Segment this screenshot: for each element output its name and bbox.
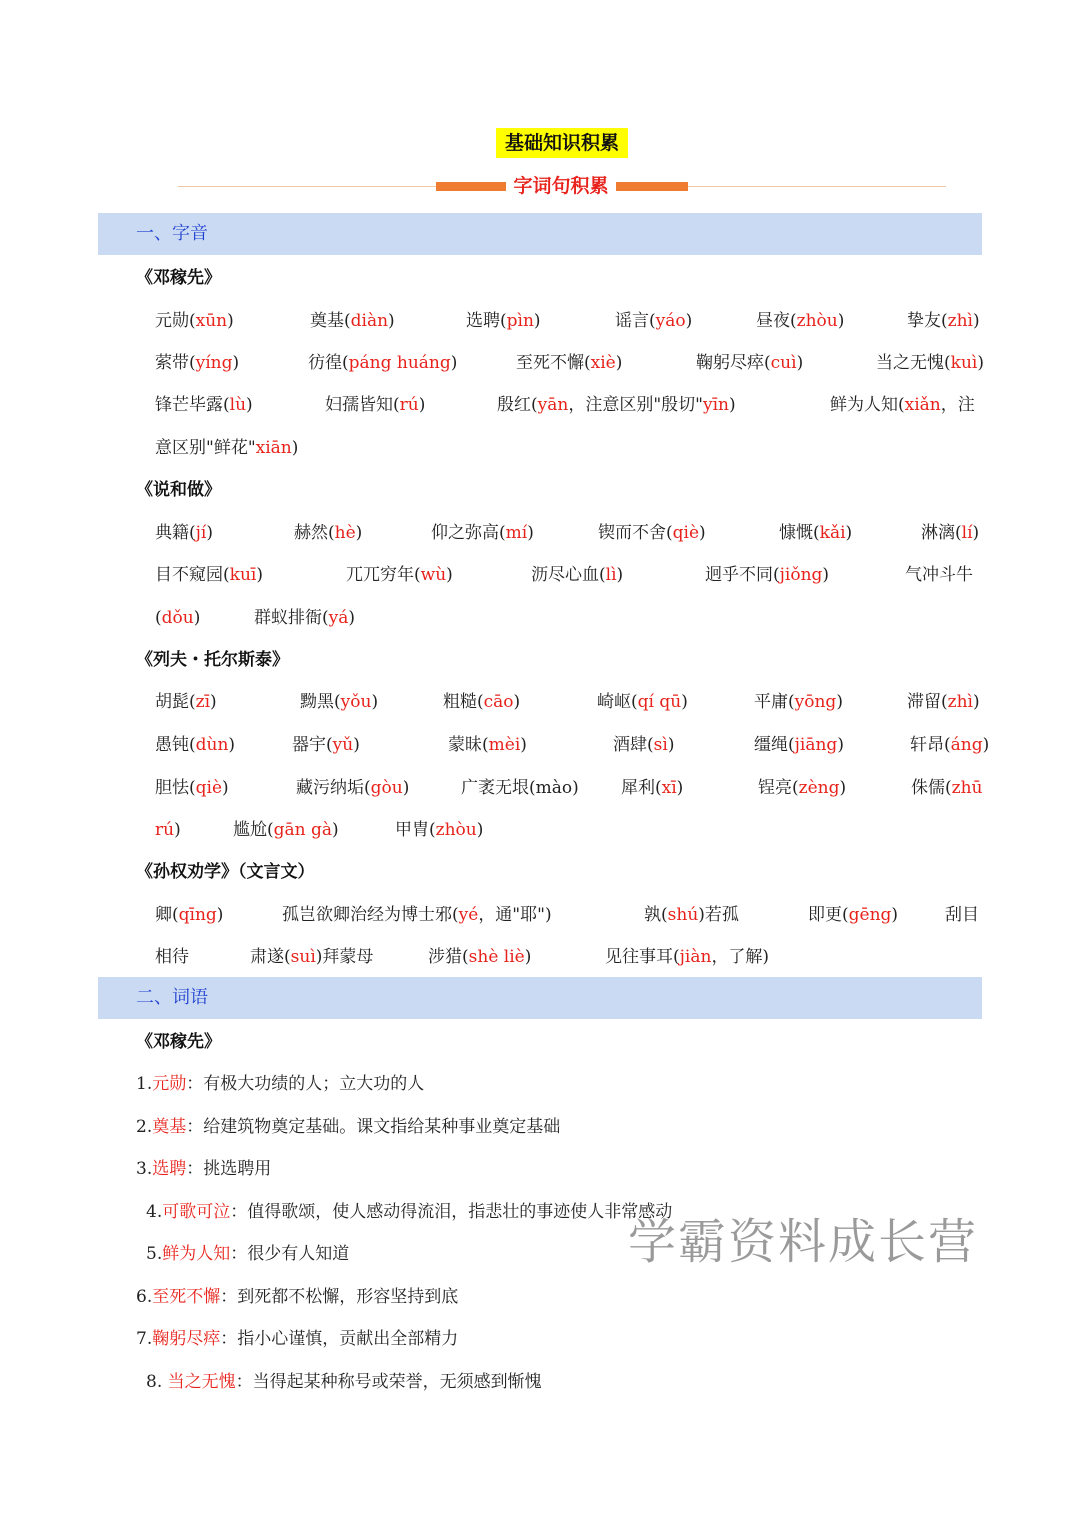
bracket: ): [667, 735, 675, 755]
word-item: [155, 563, 263, 587]
pinyin: gòu: [370, 778, 403, 798]
word: 仰之弥高(: [431, 523, 506, 543]
word: 彷徨(: [308, 353, 349, 373]
word: 犀利(: [621, 778, 662, 798]
vocab-definition: ：当得起某种称号或荣誉，无须感到惭愧: [235, 1371, 542, 1392]
word: 涉猎(: [428, 947, 469, 967]
vocab-term: 至死不懈: [152, 1286, 221, 1307]
section-label: 二、词语: [136, 987, 208, 1008]
pinyin: qiè: [195, 778, 223, 798]
vocab-item: [136, 1115, 560, 1139]
word: 目不窥园(: [155, 565, 230, 585]
word-item-xian: [830, 393, 975, 417]
bracket: ): [836, 692, 843, 712]
word: 即更(: [808, 905, 849, 925]
word: 孤岂欲卿治经为博士邪(: [282, 905, 459, 925]
pinyin: cāo: [483, 692, 514, 712]
word-item: [395, 818, 483, 842]
word-item: [346, 563, 453, 587]
pinyin: xiān: [255, 438, 292, 458]
bracket: ): [972, 692, 980, 712]
note: ，注意区别"殷切": [568, 395, 703, 415]
word: 锋芒毕露(: [155, 395, 230, 415]
bracket: ): [174, 820, 181, 840]
page-title: 基础知识积累: [496, 128, 628, 158]
pinyin: pìn: [506, 311, 534, 331]
word-item-zhuru-continued: [155, 818, 181, 842]
word-item: [155, 733, 235, 757]
word: 选聘(: [466, 311, 507, 331]
word-item: [443, 690, 520, 714]
word: 群蚁排衙(: [254, 608, 329, 628]
word: 典籍(: [155, 523, 196, 543]
vocab-number: 2.: [136, 1116, 153, 1137]
vocab-term: 鞠躬尽瘁: [152, 1329, 221, 1349]
word-item: [705, 563, 829, 587]
bracket: ): [699, 523, 706, 543]
pinyin: gān gà: [273, 820, 333, 840]
word: 兀兀穷年(: [346, 565, 421, 585]
word: 鞠躬尽瘁(: [696, 353, 771, 373]
pinyin: yǔ: [332, 735, 354, 755]
pinyin: jí: [195, 523, 207, 543]
pinyin: wù: [420, 565, 447, 585]
vocab-term: 当之无愧: [167, 1371, 236, 1392]
word: 慷慨(: [779, 523, 820, 543]
pinyin: sì: [653, 735, 668, 755]
word: 平庸(: [754, 692, 795, 712]
word-item-shu: [644, 903, 739, 927]
pinyin: rú: [155, 820, 175, 840]
pinyin: yōng: [794, 692, 837, 712]
word: 崎岖(: [597, 692, 638, 712]
vocab-definition: ：挑选聘用: [186, 1159, 272, 1179]
pinyin: lì: [605, 565, 617, 585]
pinyin: mí: [505, 523, 528, 543]
word-item-dou-continued: [155, 606, 200, 630]
word-item: [155, 521, 213, 545]
bracket: ): [476, 820, 484, 840]
book-title-dengjiaxian-vocab: 《邓稼先》: [136, 1032, 221, 1052]
bracket: ): [246, 395, 253, 415]
bracket: ): [685, 311, 693, 331]
pinyin: jiāng: [794, 735, 838, 755]
section-label: 一、字音: [136, 223, 208, 244]
word-item: [308, 351, 457, 375]
pinyin: jiàn: [679, 947, 712, 967]
pinyin: áng: [950, 735, 983, 755]
word: 妇孺皆知(: [325, 395, 400, 415]
word-item: [597, 690, 688, 714]
word-item: [300, 690, 378, 714]
pinyin: zhòu: [796, 311, 838, 331]
pinyin: rú: [399, 395, 419, 415]
word: )若孤: [698, 905, 739, 925]
pinyin: zhòu: [435, 820, 477, 840]
word: 至死不懈(: [516, 353, 591, 373]
bracket: (: [155, 608, 162, 628]
vocab-item: [136, 1157, 271, 1181]
word: )拜蒙母: [315, 947, 374, 967]
bracket: ): [355, 523, 363, 543]
pinyin: shú: [667, 905, 699, 925]
word-item: [758, 776, 846, 800]
pinyin: hè: [334, 523, 356, 543]
bracket: ): [524, 947, 532, 967]
bracket: ): [796, 353, 804, 373]
word: 锲而不舍(: [598, 523, 673, 543]
word: 肃遂(: [250, 947, 291, 967]
vocab-definition: ：指小心谨慎，贡献出全部精力: [220, 1329, 459, 1349]
word-item: [233, 818, 339, 842]
word-item: [876, 351, 984, 375]
word: 谣言(: [615, 311, 656, 331]
bracket: ): [972, 523, 980, 543]
word: 器宇(: [292, 735, 333, 755]
vocab-item: [146, 1242, 349, 1266]
word-item: [754, 733, 844, 757]
word: 甲胄(: [395, 820, 436, 840]
bracket: ): [533, 311, 541, 331]
word: 元勋(: [155, 311, 196, 331]
pinyin: diàn: [350, 311, 389, 331]
word: 轩昂(: [910, 735, 951, 755]
word-item: [155, 690, 217, 714]
word: 侏儒(: [911, 778, 952, 798]
word-item: [325, 393, 425, 417]
pinyin: qīng: [178, 905, 217, 925]
vocab-definition: ：值得歌颂，使人感动得流泪，指悲壮的事迹使人非常感动: [230, 1201, 673, 1222]
word-item: [296, 776, 409, 800]
word-item-ye: [282, 903, 552, 927]
subtitle-bar-left: [436, 182, 506, 191]
word: 尴尬(: [233, 820, 274, 840]
bracket: ): [206, 523, 213, 543]
bracket: ): [977, 353, 984, 373]
word: 奠基(: [310, 311, 351, 331]
bracket: ): [891, 905, 899, 925]
word-item: [613, 733, 674, 757]
bracket: ): [676, 778, 684, 798]
bracket: ): [982, 735, 990, 755]
bracket: ): [527, 523, 534, 543]
word-item: [756, 309, 844, 333]
word-item: [779, 521, 852, 545]
word-item: [155, 351, 239, 375]
word: 蒙昧(: [448, 735, 489, 755]
word: 气冲斗牛: [905, 565, 973, 585]
note: ，了解): [711, 947, 770, 967]
pinyin: yǒu: [340, 692, 372, 712]
bracket: ): [616, 565, 624, 585]
word: 刮目: [945, 905, 979, 925]
note: ，注: [940, 395, 975, 415]
pinyin: mèi: [488, 735, 521, 755]
vocab-term: 奠基: [152, 1116, 187, 1137]
pinyin: kuì: [950, 353, 978, 373]
pinyin: lù: [229, 395, 247, 415]
vocab-number: 8.: [146, 1371, 168, 1392]
word-item: [461, 776, 579, 800]
word-item-ya: [254, 606, 355, 630]
word-item-dou: [905, 563, 973, 587]
bracket: ): [291, 438, 299, 458]
word: 殷红(: [497, 395, 538, 415]
vocab-number: 1.: [136, 1074, 153, 1094]
pinyin: xūn: [195, 311, 228, 331]
vocab-item: [136, 1072, 424, 1096]
word-item: [910, 733, 989, 757]
word-item: [310, 309, 395, 333]
pinyin: zī: [195, 692, 211, 712]
word-item: [531, 563, 623, 587]
bracket: ): [728, 395, 736, 415]
word-item-guamu: [945, 903, 979, 927]
word: 沥尽心血(: [531, 565, 606, 585]
bracket: ): [520, 735, 527, 755]
book-title-tolstoy: 《列夫・托尔斯泰》: [136, 650, 289, 670]
pinyin: cuì: [770, 353, 797, 373]
vocab-number: 4.: [146, 1201, 163, 1222]
page-subtitle: 字词句积累: [506, 172, 616, 200]
word: 孰(: [644, 905, 668, 925]
pinyin: lí: [961, 523, 973, 543]
vocab-item: [136, 1327, 458, 1351]
bracket: ): [256, 565, 263, 585]
pinyin: dǒu: [161, 608, 194, 628]
word: 藏污纳垢(: [296, 778, 371, 798]
bracket: ): [222, 778, 229, 798]
pinyin: yíng: [195, 353, 233, 373]
word: 淋漓(: [921, 523, 962, 543]
pinyin: kǎi: [819, 523, 846, 543]
bracket: ): [210, 692, 217, 712]
word: 胆怯(: [155, 778, 196, 798]
word: 锃亮(: [758, 778, 799, 798]
vocab-item: [146, 1370, 542, 1394]
word-item: [907, 309, 980, 333]
word-item-zhuru: [911, 776, 983, 800]
word: 酒肆(: [613, 735, 654, 755]
word-item: [155, 309, 234, 333]
bracket: ): [845, 523, 853, 543]
bracket: ): [228, 735, 236, 755]
watermark: 学霸资料成长营: [628, 1214, 979, 1270]
word: 当之无愧(: [876, 353, 951, 373]
pinyin: xiǎn: [904, 395, 941, 415]
bracket: ): [227, 311, 234, 331]
word-item-jian: [605, 945, 769, 969]
vocab-term: 鲜为人知: [162, 1244, 231, 1264]
word: 黝黑(: [300, 692, 341, 712]
bracket: ): [513, 692, 521, 712]
vocab-item: [136, 1285, 458, 1309]
vocab-number: 7.: [136, 1329, 153, 1349]
word: 迥乎不同(: [705, 565, 780, 585]
pinyin: zhū: [951, 778, 983, 798]
word-item: [621, 776, 683, 800]
word-item-yin: [497, 393, 736, 417]
section-header-vocabulary: [98, 977, 982, 1019]
bracket: ): [388, 311, 395, 331]
bracket: ): [348, 608, 356, 628]
word: 鲜为人知(: [830, 395, 905, 415]
bracket: ): [839, 778, 847, 798]
word-item: [155, 393, 253, 417]
word-item: [754, 690, 843, 714]
word-item: [907, 690, 980, 714]
vocab-definition: ：很少有人知道: [230, 1244, 350, 1264]
word-item: [598, 521, 706, 545]
bracket: ): [837, 735, 844, 755]
word-item: [448, 733, 527, 757]
word-item-qing: [155, 903, 223, 927]
vocab-number: 3.: [136, 1159, 153, 1179]
bracket: ): [193, 608, 201, 628]
word-item-lie: [428, 945, 531, 969]
vocab-number: 6.: [136, 1286, 153, 1307]
pinyin: zhì: [947, 311, 973, 331]
word: 赫然(: [294, 523, 335, 543]
vocab-number: 5.: [146, 1244, 163, 1264]
word-item: [431, 521, 534, 545]
bracket: ): [371, 692, 379, 712]
vocab-item: [146, 1200, 672, 1224]
word: 广袤无垠(mào): [461, 778, 579, 798]
bracket: ): [402, 778, 410, 798]
pinyin: yáo: [655, 311, 686, 331]
word-item: [155, 776, 229, 800]
word-item-geng: [808, 903, 898, 927]
word: 缰绳(: [754, 735, 795, 755]
bracket: ): [332, 820, 339, 840]
note: 意区别"鲜花": [155, 438, 256, 458]
vocab-definition: ：有极大功绩的人；立大功的人: [186, 1074, 425, 1094]
book-title-sunquan: 《孙权劝学》（文言文）: [136, 862, 315, 882]
vocab-term: 选聘: [152, 1159, 187, 1179]
subtitle-bar-right: [616, 182, 688, 191]
word: 胡髭(: [155, 692, 196, 712]
word-item: [516, 351, 622, 375]
vocab-definition: ：到死都不松懈，形容坚持到底: [220, 1286, 459, 1307]
pinyin: suì: [290, 947, 316, 967]
word: 挚友(: [907, 311, 948, 331]
pinyin: qí qū: [637, 692, 682, 712]
section-header-pronunciation: [98, 213, 982, 255]
pinyin: gēng: [848, 905, 892, 925]
bracket: ): [450, 353, 458, 373]
pinyin: yá: [328, 608, 349, 628]
bracket: ): [232, 353, 240, 373]
word-item: [294, 521, 362, 545]
bracket: ): [615, 353, 623, 373]
book-title-dengjiaxian: 《邓稼先》: [136, 268, 221, 288]
word: 见往事耳(: [605, 947, 680, 967]
word-item-xian-continued: [155, 436, 298, 460]
pinyin: yīn: [702, 395, 729, 415]
bracket: ): [681, 692, 688, 712]
pinyin: shè liè: [468, 947, 525, 967]
word-item: [696, 351, 803, 375]
word-item-guamu-continued: [155, 945, 189, 969]
bracket: ): [972, 311, 980, 331]
word: 昼夜(: [756, 311, 797, 331]
bracket: ): [446, 565, 453, 585]
word: 滞留(: [907, 692, 948, 712]
bracket: ): [418, 395, 426, 415]
word: 萦带(: [155, 353, 196, 373]
bracket: ): [216, 905, 224, 925]
pinyin: zhì: [947, 692, 973, 712]
word: 卿(: [155, 905, 179, 925]
bracket: ): [837, 311, 845, 331]
pinyin: páng huáng: [348, 353, 451, 373]
bracket: ): [353, 735, 360, 755]
pinyin: yé: [458, 905, 479, 925]
word-item: [292, 733, 360, 757]
note: ，通"耶"): [478, 905, 552, 925]
word-item: [466, 309, 541, 333]
book-title-shuohezuo: 《说和做》: [136, 480, 221, 500]
pinyin: zèng: [798, 778, 840, 798]
word: 相待: [155, 947, 189, 967]
pinyin: dùn: [195, 735, 229, 755]
vocab-definition: ：给建筑物奠定基础。课文指给某种事业奠定基础: [186, 1116, 561, 1137]
pinyin: jiǒng: [779, 565, 823, 585]
word-item: [921, 521, 979, 545]
pinyin: xiè: [590, 353, 616, 373]
vocab-term: 元勋: [152, 1074, 187, 1094]
vocab-term: 可歌可泣: [162, 1201, 231, 1222]
word: 粗糙(: [443, 692, 484, 712]
pinyin: kuī: [229, 565, 257, 585]
bracket: ): [822, 565, 830, 585]
word-item-sui: [250, 945, 373, 969]
word: 愚钝(: [155, 735, 196, 755]
pinyin: yān: [537, 395, 569, 415]
pinyin: qiè: [672, 523, 700, 543]
word-item: [615, 309, 692, 333]
pinyin: xī: [661, 778, 677, 798]
